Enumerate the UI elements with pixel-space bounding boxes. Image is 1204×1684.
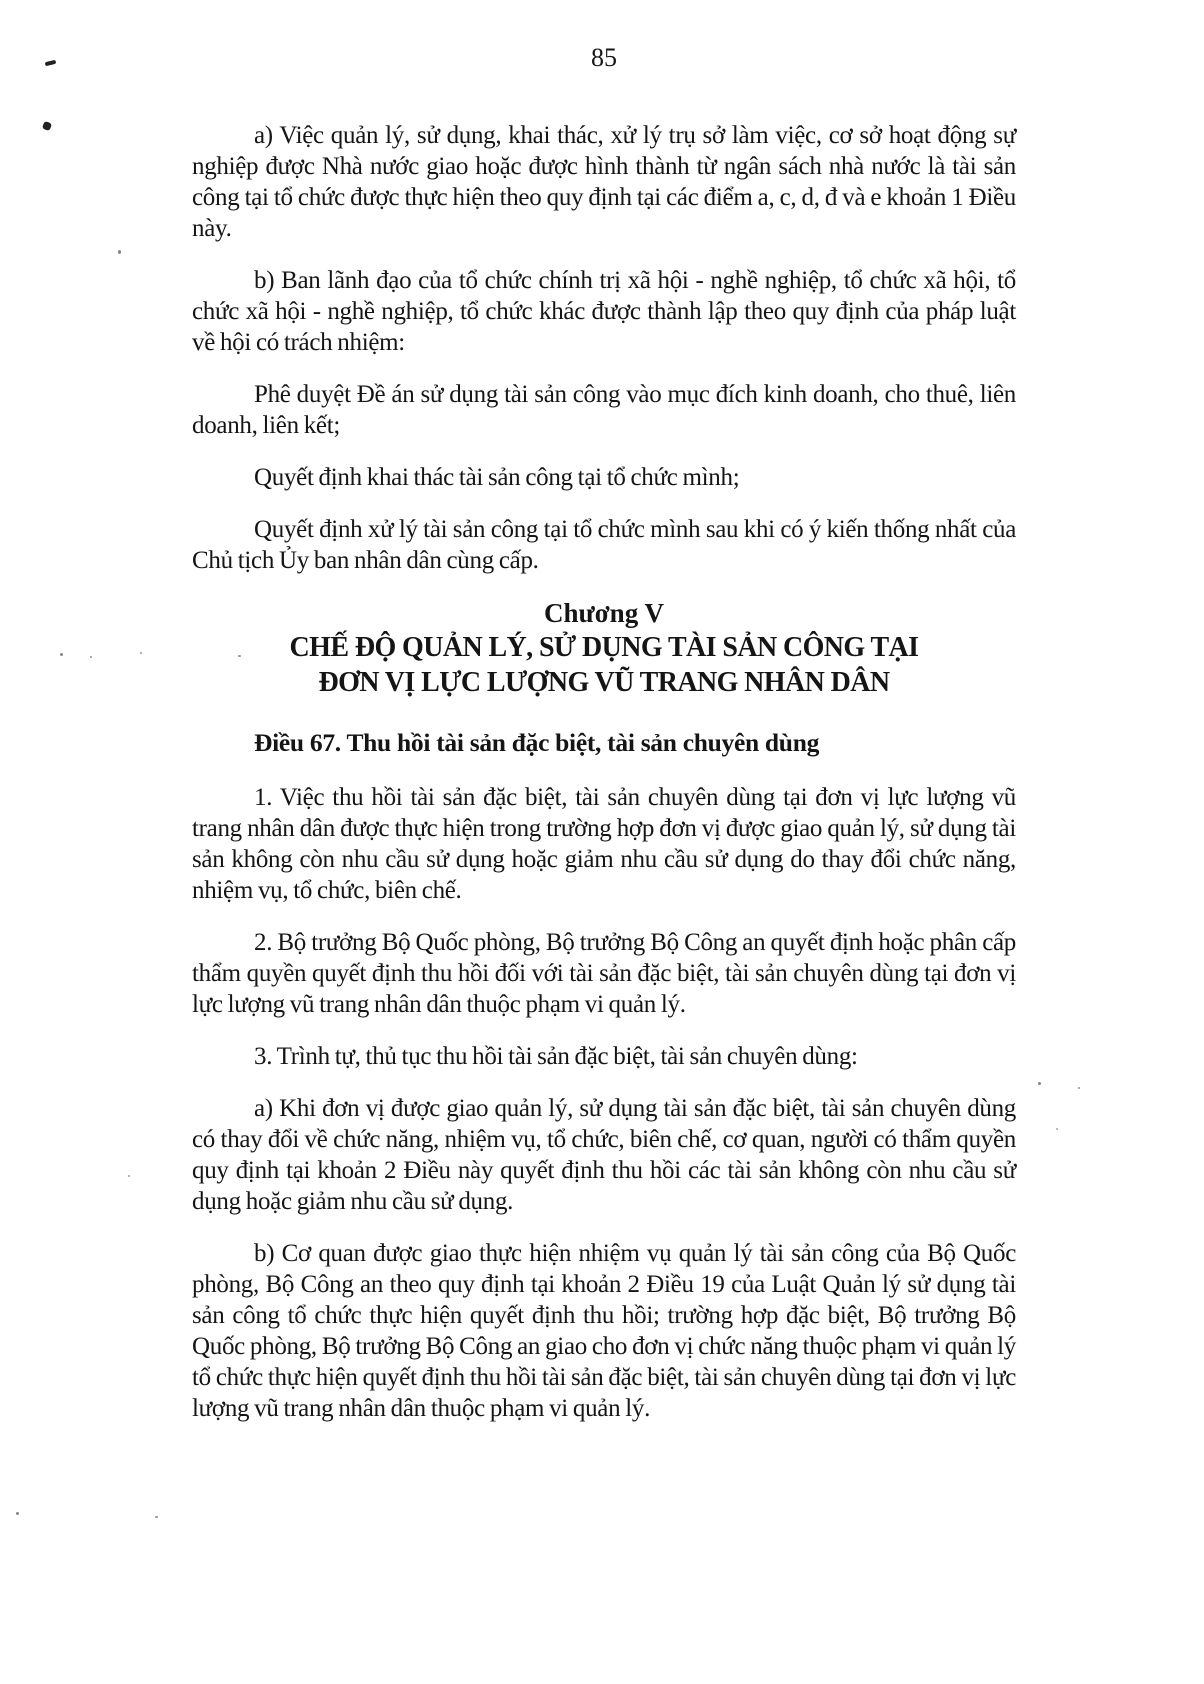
scan-artifact	[45, 60, 57, 67]
paragraph-clause-3-point-a: a) Khi đơn vị được giao quản lý, sử dụng tài sản đặc biệt, tài sản chuyên dùng có thay đổi về chức năng, nhiệm vụ, tổ chức, biên chế, cơ quan, người có thẩm quyền quy định tại khoản 2 Điều này quyết định thu hồi các tài sản không còn nhu cầu sử dụng hoặc giảm nhu cầu sử dụng.	[192, 1095, 1016, 1215]
article-67-heading: Điều 67. Thu hồi tài sản đặc biệt, tài sản chuyên dùng	[254, 728, 820, 757]
paragraph-clause-1: 1. Việc thu hồi tài sản đặc biệt, tài sản chuyên dùng tại đơn vị lực lượng vũ trang nhân dân được thực hiện trong trường hợp đơn vị được giao quản lý, sử dụng tài sản không còn nhu cầu sử dụng hoặc giảm nhu cầu sử dụng do thay đổi chức năng, nhiệm vụ, tổ chức, biên chế.	[192, 784, 1016, 904]
scan-artifact	[1078, 1087, 1080, 1089]
page-number: 85	[591, 43, 617, 72]
scan-artifact	[128, 1175, 130, 1177]
scan-artifact	[16, 1512, 19, 1515]
scan-artifact	[140, 652, 142, 654]
scan-artifact	[1038, 1082, 1041, 1085]
chapter-title-line-1: CHẾ ĐỘ QUẢN LÝ, SỬ DỤNG TÀI SẢN CÔNG TẠI	[289, 632, 919, 663]
paragraph-clause-2: 2. Bộ trưởng Bộ Quốc phòng, Bộ trưởng Bộ Công an quyết định hoặc phân cấp thẩm quyền quyết định thu hồi đối với tài sản đặc biệt, tài sản chuyên dùng tại đơn vị lực lượng vũ trang nhân dân thuộc phạm vi quản lý.	[192, 929, 1016, 1018]
scan-artifact	[42, 121, 52, 131]
chapter-title-line-2: ĐƠN VỊ LỰC LƯỢNG VŨ TRANG NHÂN DÂN	[318, 667, 890, 698]
document-content	[192, 42, 1016, 1445]
scan-artifact	[1056, 1128, 1058, 1130]
scan-artifact	[90, 656, 92, 658]
paragraph-approve-scheme: Phê duyệt Đề án sử dụng tài sản công vào mục đích kinh doanh, cho thuê, liên doanh, liên kết;	[192, 381, 1016, 439]
chapter-label: Chương V	[544, 598, 664, 628]
paragraph-clause-3-point-b: b) Cơ quan được giao thực hiện nhiệm vụ quản lý tài sản công của Bộ Quốc phòng, Bộ Công an theo quy định tại khoản 2 Điều 19 của Luật Quản lý sử dụng tài sản công tổ chức thực hiện quyết định thu hồi; trường hợp đặc biệt, Bộ trưởng Bộ Quốc phòng, Bộ trưởng Bộ Công an giao cho đơn vị chức năng thuộc phạm vi quản lý tổ chức thực hiện quyết định thu hồi tài sản đặc biệt, tài sản chuyên dùng tại đơn vị lực lượng vũ trang nhân dân thuộc phạm vi quản lý.	[192, 1240, 1016, 1422]
paragraph-point-a-org: a) Việc quản lý, sử dụng, khai thác, xử lý trụ sở làm việc, cơ sở hoạt động sự nghiệp được Nhà nước giao hoặc được hình thành từ ngân sách nhà nước là tài sản công tại tổ chức được thực hiện theo quy định tại các điểm a, c, d, đ và e khoản 1 Điều này.	[192, 122, 1016, 242]
scan-artifact	[60, 653, 63, 656]
scan-artifact	[118, 250, 121, 254]
paragraph-clause-3: 3. Trình tự, thủ tục thu hồi tài sản đặc biệt, tài sản chuyên dùng:	[254, 1043, 858, 1070]
paragraph-decide-dispose: Quyết định xử lý tài sản công tại tổ chức mình sau khi có ý kiến thống nhất của Chủ tịch Ủy ban nhân dân cùng cấp.	[192, 516, 1016, 574]
scan-artifact	[155, 1516, 158, 1518]
chapter-heading	[192, 597, 1016, 700]
paragraph-point-b-org: b) Ban lãnh đạo của tổ chức chính trị xã hội - nghề nghiệp, tổ chức xã hội, tổ chức xã hội - nghề nghiệp, tổ chức khác được thành lập theo quy định của pháp luật về hội có trách nhiệm:	[192, 267, 1016, 356]
paragraph-decide-exploit: Quyết định khai thác tài sản công tại tổ chức mình;	[254, 464, 740, 491]
